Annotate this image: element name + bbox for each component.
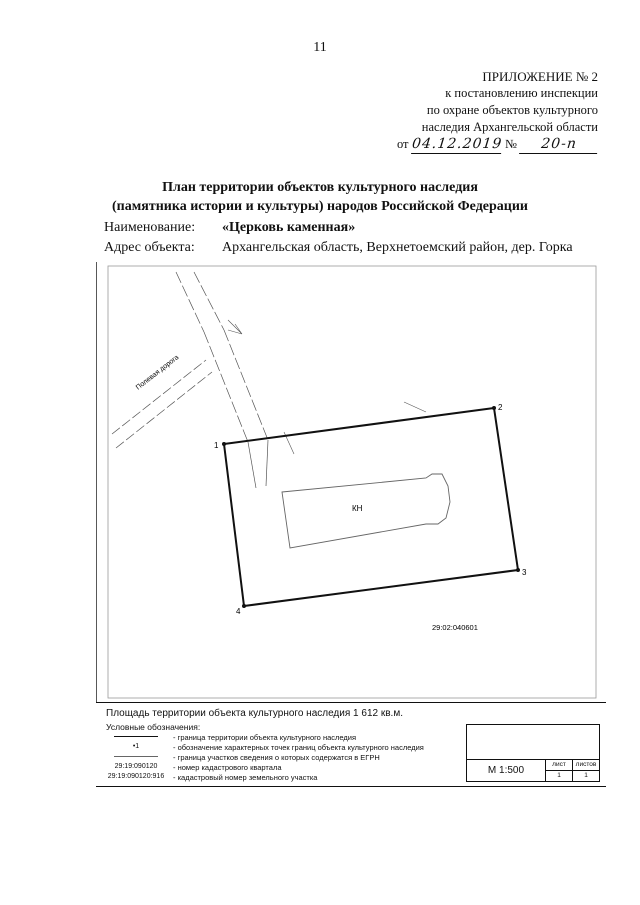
legend-symbol-5: 29:19:090120:916 [107, 773, 165, 780]
legend-text-4: - номер кадастрового квартала [173, 763, 282, 772]
legend-row-2 [106, 743, 466, 753]
road-label: Полевая дорога [134, 353, 181, 392]
date-prefix: от [396, 137, 409, 151]
track-line-1 [176, 272, 204, 332]
point-label-2: 2 [498, 403, 503, 412]
sheet-value: 1 [545, 770, 573, 782]
scale-cell: М 1:500 [466, 759, 546, 782]
area-text: Площадь территории объекта культурного наследия 1 612 кв.м. [106, 708, 403, 719]
heading-line-1: План территории объектов культурного наследия [162, 180, 478, 195]
legend-symbol-1 [106, 733, 166, 740]
boundary-point-1 [222, 442, 226, 446]
handwritten-date: 04.12.2019 [410, 136, 503, 152]
sheets-label: листов [572, 759, 600, 771]
title-block [466, 724, 600, 782]
object-name-row [104, 220, 355, 236]
track-line-6 [266, 440, 268, 486]
plan-inner-frame [108, 266, 596, 698]
point-label-4: 4 [236, 607, 241, 616]
appendix-line-1: к постановлению инспекции [445, 86, 598, 100]
heading-line-2: (памятника истории и культуры) народов Российской Федерации [112, 199, 528, 214]
boundary-point-3 [516, 568, 520, 572]
point-label-1: 1 [214, 441, 219, 450]
sheet-label: лист [545, 759, 573, 771]
track-line-2 [194, 272, 224, 330]
plan-bottom-line [96, 702, 606, 703]
point-label-3: 3 [522, 568, 527, 577]
boundary-point-4 [242, 604, 246, 608]
road-edge-2 [116, 372, 212, 448]
appendix-title: ПРИЛОЖЕНИЕ № 2 [482, 69, 598, 84]
title-block-top-cell [466, 724, 600, 760]
building-label: КН [352, 504, 363, 513]
legend-symbol-4: 29:19:090120 [114, 763, 158, 770]
sheets-value: 1 [572, 770, 600, 782]
handwritten-number: 20-п [519, 136, 599, 154]
legend-text-3: - граница участков сведения о которых содержатся в ЕГРН [173, 753, 380, 762]
name-label: Наименование: [104, 220, 196, 235]
page-bottom-line [96, 786, 606, 787]
appendix-date-row [397, 136, 598, 154]
cadastral-block-label: 29:02:040601 [432, 623, 478, 632]
plan-heading [0, 178, 640, 216]
heritage-boundary [224, 408, 518, 606]
legend-symbol-3 [106, 753, 166, 760]
track-line-4 [224, 330, 268, 440]
name-value: «Церковь каменная» [222, 220, 356, 235]
site-plan [96, 262, 606, 702]
arrow-mark-1-icon [228, 320, 242, 334]
page-number: 11 [313, 40, 327, 55]
arrow-mark-2-icon [404, 402, 426, 412]
site-plan-drawing [96, 262, 606, 702]
appendix-line-3: наследия Архангельской области [421, 120, 598, 134]
legend-text-2: - обозначение характерных точек границ объекта культурного наследия [173, 743, 424, 752]
legend-row-4 [106, 763, 466, 773]
number-prefix: № [504, 137, 517, 151]
legend-row-1 [106, 733, 466, 743]
legend-row-3 [106, 753, 466, 763]
track-line-3 [204, 332, 248, 442]
legend-row-5 [106, 773, 466, 783]
track-line-5 [248, 442, 256, 488]
address-value: Архангельская область, Верхнетоемский район, дер. Горка [222, 240, 573, 255]
legend-text-1: - граница территории объекта культурного наследия [173, 733, 357, 742]
appendix-block [397, 68, 598, 154]
appendix-line-2: по охране объектов культурного [426, 103, 598, 117]
address-label: Адрес объекта: [104, 240, 195, 255]
legend [106, 722, 424, 782]
object-address-row [104, 240, 573, 256]
boundary-point-2 [492, 406, 496, 410]
legend-title: Условные обозначения: [106, 722, 201, 732]
legend-text-5: - кадастровый номер земельного участка [173, 773, 318, 782]
church-building-outline [282, 474, 450, 548]
legend-symbol-2: •1 [132, 743, 140, 750]
